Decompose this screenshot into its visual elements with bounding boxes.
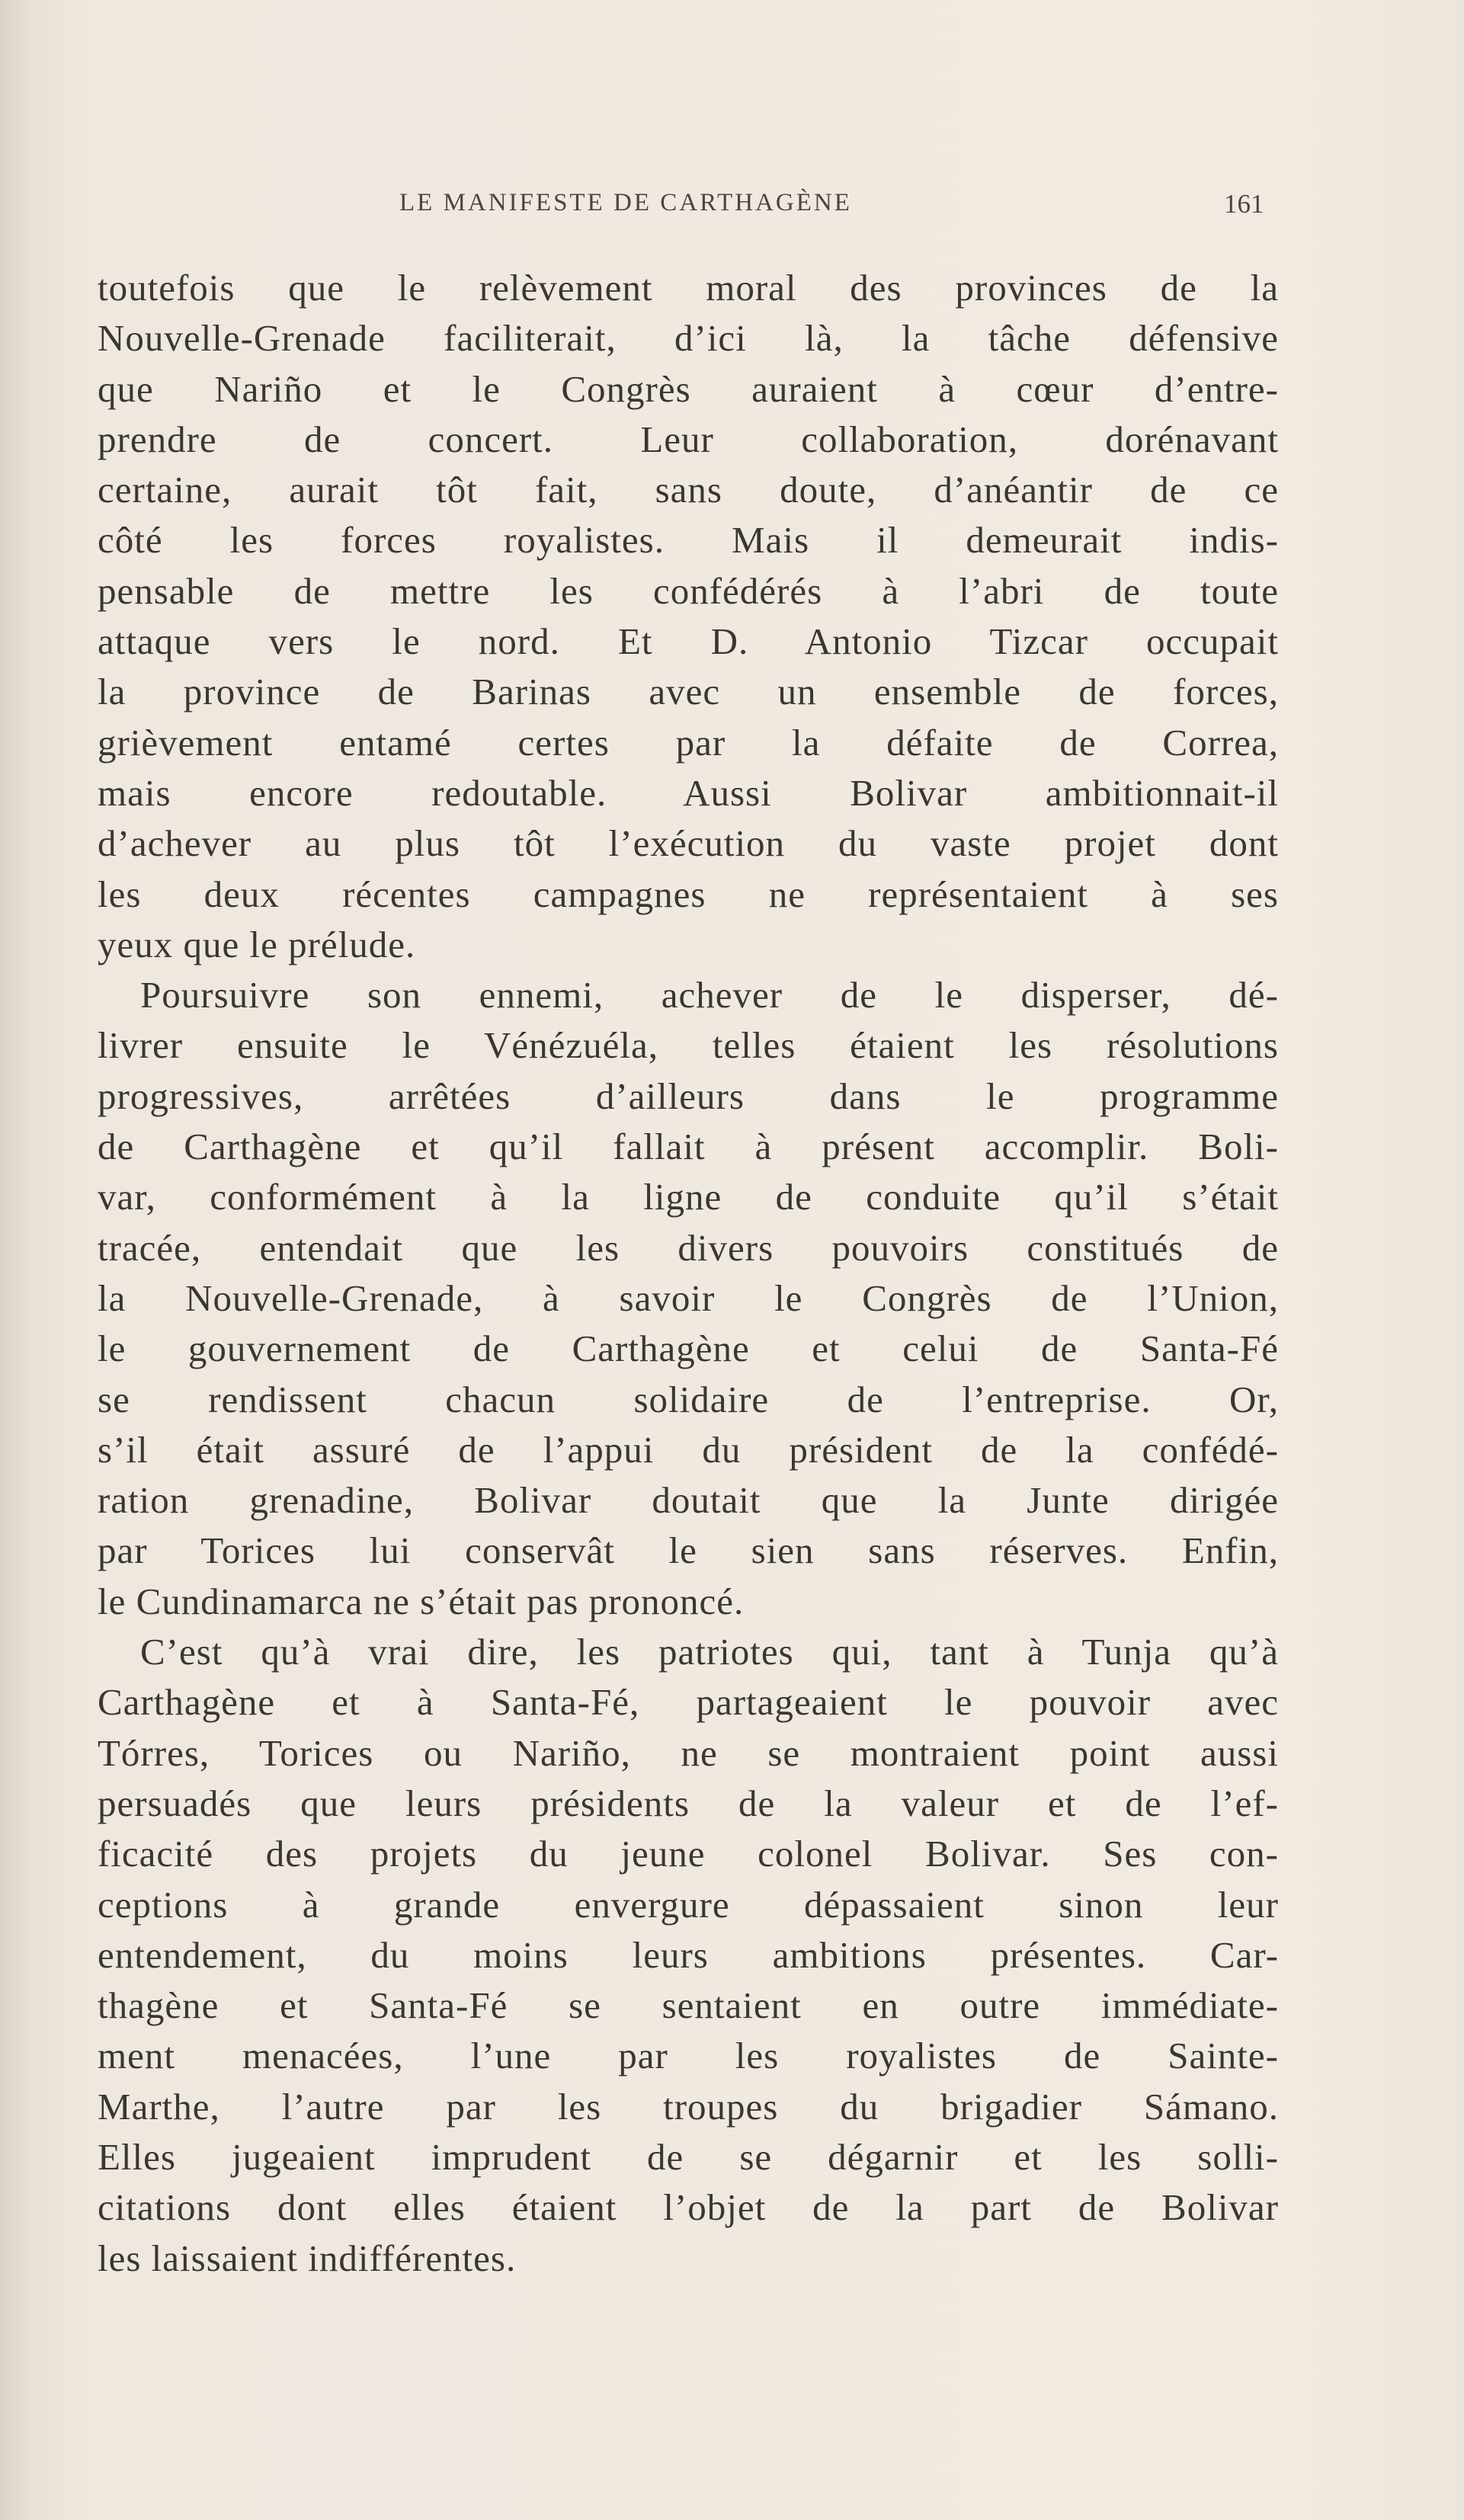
text-line: Elles jugeaient imprudent de se dégarnir et les solli- (98, 2135, 1279, 2178)
text-line: le gouvernement de Carthagène et celui de Santa-Fé (98, 1327, 1279, 1370)
text-line: tracée, entendait que les divers pouvoirs constitués de (98, 1226, 1279, 1269)
text-line: progressives, arrêtées d’ailleurs dans le programme (98, 1074, 1279, 1117)
text-line: ment menacées, l’une par les royalistes de Sainte- (98, 2035, 1279, 2077)
text-line: de Carthagène et qu’il fallait à présent accomplir. Boli- (98, 1126, 1279, 1168)
text-line: Nouvelle-Grenade faciliterait, d’ici là, la tâche défensive (98, 317, 1279, 360)
text-line: ficacité des projets du jeune colonel Bolivar. Ses con- (98, 1833, 1279, 1875)
text-line: grièvement entamé certes par la défaite de Correa, (98, 721, 1279, 764)
text-line: Poursuivre son ennemi, achever de le disperser, dé- (140, 974, 1279, 1017)
text-line: s’il était assuré de l’appui du président de la confédé- (98, 1428, 1279, 1471)
text-line: que Nariño et le Congrès auraient à cœur d’entre- (98, 367, 1279, 410)
paragraph (98, 970, 1279, 1627)
text-line: var, conformément à la ligne de conduite qu’il s’était (98, 1176, 1279, 1218)
text-line: ration grenadine, Bolivar doutait que la Junte dirigée (98, 1479, 1279, 1522)
text-line: Tórres, Torices ou Nariño, ne se montraient point aussi (98, 1731, 1279, 1774)
text-line: par Torices lui conservât le sien sans réserves. Enfin, (98, 1529, 1279, 1572)
text-line: yeux que le prélude. (98, 923, 416, 965)
text-line: C’est qu’à vrai dire, les patriotes qui, tant à Tunja qu’à (140, 1631, 1279, 1673)
text-line: pensable de mettre les confédérés à l’abri de toute (98, 569, 1279, 612)
text-line: Marthe, l’autre par les troupes du brigadier Sámano. (98, 2085, 1279, 2128)
paragraph (98, 263, 1279, 970)
text-line: mais encore redoutable. Aussi Bolivar ambitionnait-il (98, 771, 1279, 814)
text-line: certaine, aurait tôt fait, sans doute, d’anéantir de ce (98, 469, 1279, 511)
text-line: attaque vers le nord. Et D. Antonio Tizcar occupait (98, 620, 1279, 663)
text-line: le Cundinamarca ne s’était pas prononcé. (98, 1580, 745, 1622)
text-line: toutefois que le relèvement moral des provinces de la (98, 267, 1279, 309)
running-title: LE MANIFESTE DE CARTHAGÈNE (399, 189, 852, 216)
text-line: citations dont elles étaient l’objet de la part de Bolivar (98, 2186, 1279, 2229)
text-line: entendement, du moins leurs ambitions présentes. Car- (98, 1933, 1279, 1976)
text-line: la province de Barinas avec un ensemble de forces, (98, 671, 1279, 713)
text-line: persuadés que leurs présidents de la valeur et de l’ef- (98, 1782, 1279, 1824)
text-line: les deux récentes campagnes ne représentaient à ses (98, 873, 1279, 915)
text-line: prendre de concert. Leur collaboration, dorénavant (98, 418, 1279, 460)
text-line: les laissaient indifférentes. (98, 2237, 517, 2279)
text-line: se rendissent chacun solidaire de l’entreprise. Or, (98, 1378, 1279, 1420)
text-line: ceptions à grande envergure dépassaient sinon leur (98, 1883, 1279, 1926)
text-line: Carthagène et à Santa-Fé, partageaient le pouvoir avec (98, 1681, 1279, 1724)
body-text (98, 263, 1279, 2284)
text-line: thagène et Santa-Fé se sentaient en outre immédiate- (98, 1984, 1279, 2027)
text-line: la Nouvelle-Grenade, à savoir le Congrès de l’Union, (98, 1276, 1279, 1319)
text-line: d’achever au plus tôt l’exécution du vaste projet dont (98, 822, 1279, 865)
text-line: côté les forces royalistes. Mais il demeurait indis- (98, 519, 1279, 562)
text-line: livrer ensuite le Vénézuéla, telles étaient les résolutions (98, 1024, 1279, 1067)
page-number: 161 (1224, 189, 1264, 219)
paragraph (98, 1627, 1279, 2284)
running-header (0, 189, 1464, 226)
